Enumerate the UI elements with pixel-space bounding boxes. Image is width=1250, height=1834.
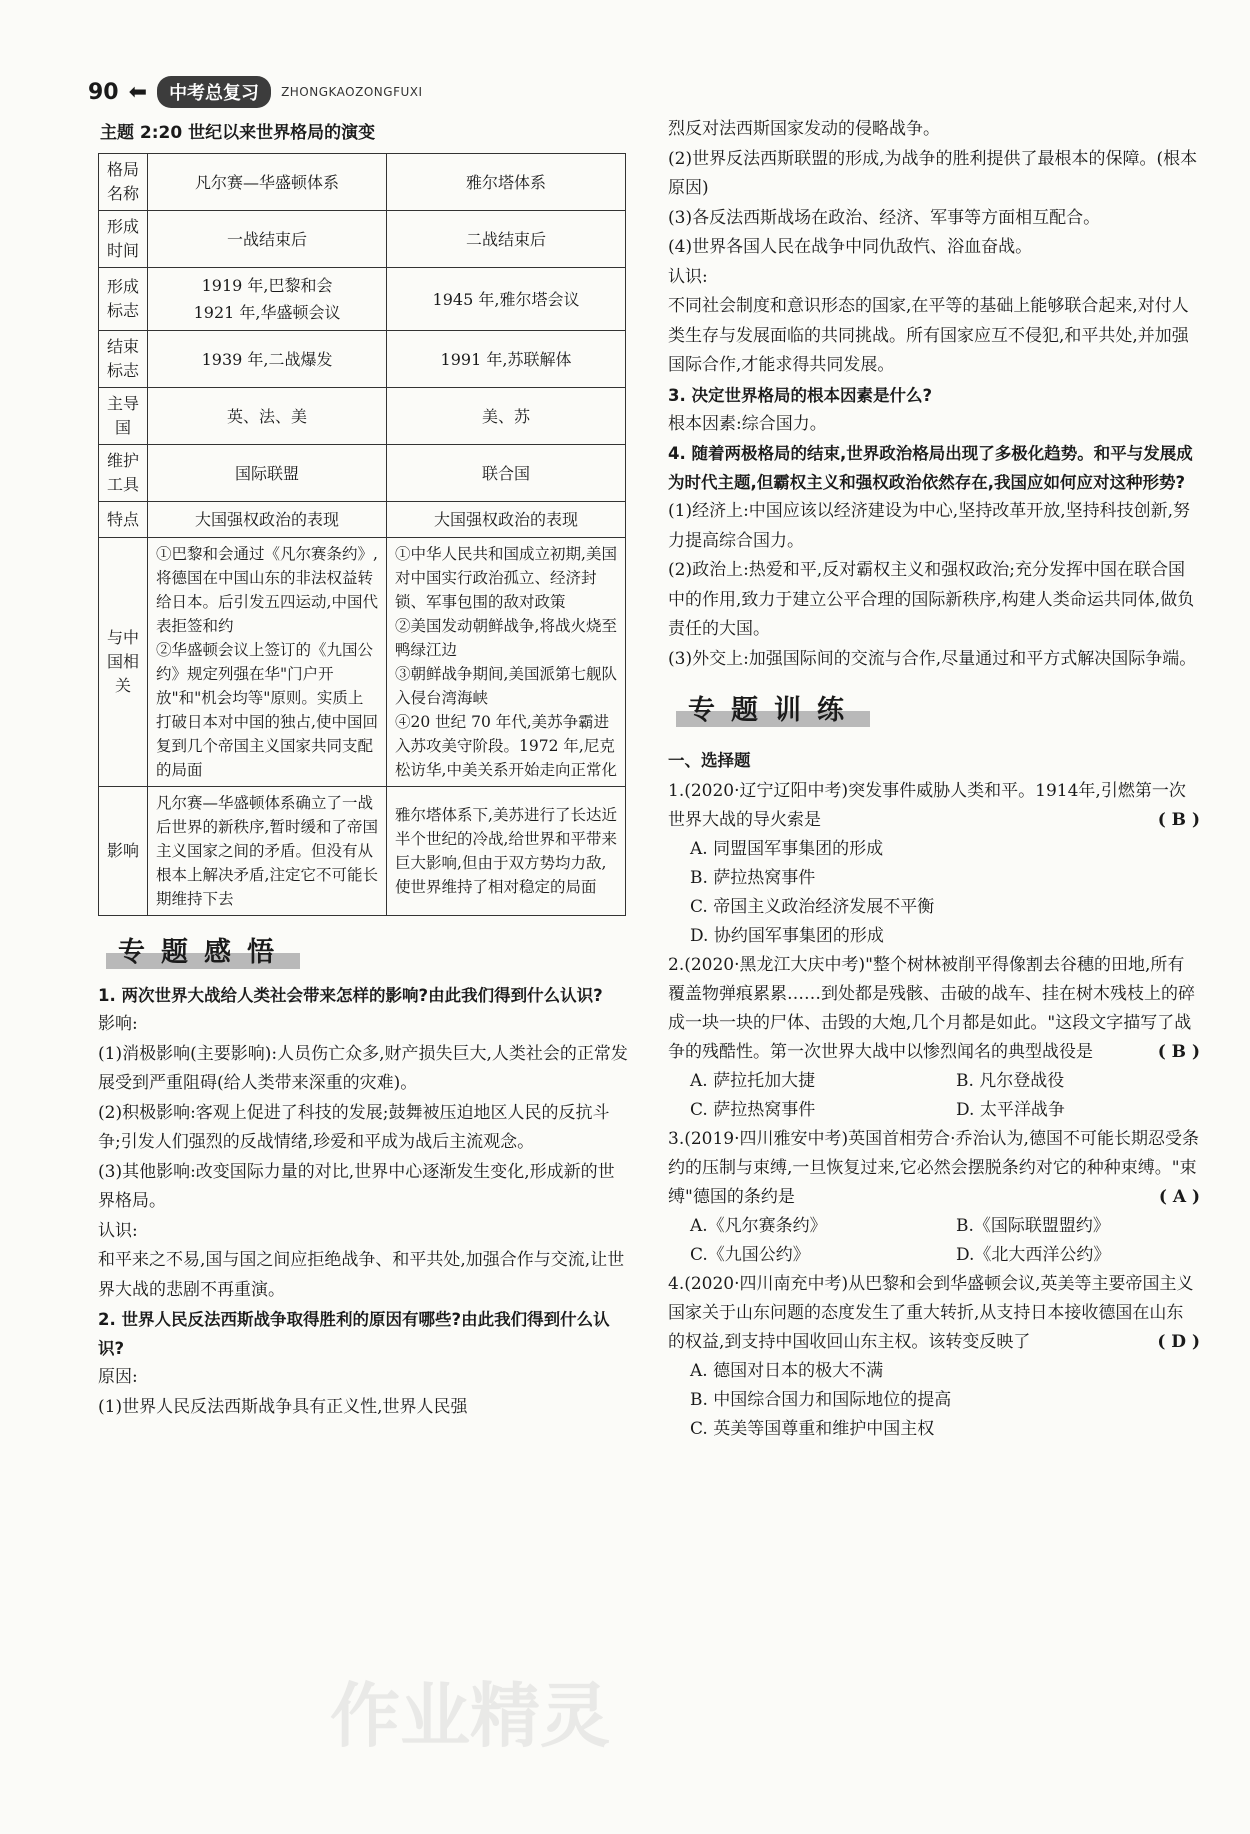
right-column: [668, 115, 1200, 1444]
table-row: [99, 445, 626, 502]
topic-title: 主题 2:20 世纪以来世界格局的演变: [100, 123, 376, 143]
stem-text: 3.(2019·四川雅安中考)英国首相劳合·乔治认为,德国不可能长期忍受条约的压制与束缚,一旦恢复过来,它必然会摆脱条约对它的种种束缚。"束缚"德国的条约是: [668, 1129, 1199, 1207]
cell-versailles: 凡尔赛—华盛顿体系: [148, 154, 387, 211]
back-arrow-icon: ⬅: [128, 79, 148, 105]
option: D. 协约国军事集团的形成: [690, 926, 884, 946]
answer-mark: ( B ): [1157, 1042, 1200, 1062]
q3-answer: 根本因素:综合国力。: [668, 413, 827, 434]
section-heading-insights: 专题感悟: [106, 930, 290, 969]
cell-yalta: ①中华人民共和国成立初期,美国对中国实行政治孤立、经济封锁、军事包围的敌对政策 ②美国发动朝鲜战争,将战火烧至鸭绿江边 ③朝鲜战争期间,美国派第七舰队入侵台湾海峡 ④20 世纪 70 年代,美苏争霸进入苏攻美守阶段。1972 年,尼克松访华,中美关系开始走向正常化: [387, 538, 626, 787]
q2-reason-2: (2)世界反法西斯联盟的形成,为战争的胜利提供了最根本的保障。(根本原因): [668, 148, 1198, 198]
q2-reason-4: (4)世界各国人民在战争中同仇敌忾、浴血奋战。: [668, 237, 1033, 257]
answer-mark: ( D ): [1157, 1332, 1200, 1352]
comparison-table: [98, 153, 626, 916]
q1-impact-2: (2)积极影响:客观上促进了科技的发展;鼓舞被压迫地区人民的反抗斗争;引发人们强烈的反战情绪,珍爱和平成为战后主流观念。: [98, 1102, 610, 1152]
table-row: [99, 787, 626, 916]
option-row: [668, 1096, 1200, 1125]
table-row: [99, 502, 626, 538]
q1-impact-1: (1)消极影响(主要影响):人员伤亡众多,财产损失巨大,人类社会的正常发展受到严重阻碍(给人类带来深重的灾难)。: [98, 1043, 628, 1093]
left-column: [98, 118, 628, 1422]
choice-question: [668, 1125, 1200, 1270]
cell-versailles: 大国强权政治的表现: [148, 502, 387, 538]
option: C. 英美等国尊重和维护中国主权: [690, 1419, 935, 1439]
q4-answer-1: (1)经济上:中国应该以经济建设为中心,坚持改革开放,坚持科技创新,努力提高综合国力。: [668, 501, 1191, 551]
option: A. 同盟国军事集团的形成: [690, 839, 884, 859]
option: B.《国际联盟盟约》: [956, 1216, 1110, 1236]
table-row: [99, 268, 626, 331]
q2-know: 不同社会制度和意识形态的国家,在平等的基础上能够联合起来,对付人类生存与发展面临的共同挑战。所有国家应互不侵犯,和平共处,并加强国际合作,才能求得共同发展。: [668, 296, 1189, 375]
row-label: 格局名称: [99, 154, 148, 211]
book-title-pinyin: ZHONGKAOZONGFUXI: [281, 85, 423, 99]
option: D.《北大西洋公约》: [956, 1245, 1111, 1265]
table-row: [99, 211, 626, 268]
stem-text: 4.(2020·四川南充中考)从巴黎和会到华盛顿会议,英美等主要帝国主义国家关于山东问题的态度发生了重大转折,从支持日本接收德国在山东的权益,到支持中国收回山东主权。该转变反映了: [668, 1274, 1194, 1352]
q4-answer-2: (2)政治上:热爱和平,反对霸权主义和强权政治;充分发挥中国在联合国中的作用,致力于建立公平合理的国际新秩序,构建人类命运共同体,做负责任的大国。: [668, 560, 1195, 639]
cell-versailles: 一战结束后: [148, 211, 387, 268]
option-row: [668, 1241, 1200, 1270]
question-2: 2. 世界人民反法西斯战争取得胜利的原因有哪些?由此我们得到什么认识?: [98, 1310, 610, 1358]
cell-yalta: 1945 年,雅尔塔会议: [387, 268, 626, 331]
choice-question: [668, 951, 1200, 1125]
cell-versailles: 国际联盟: [148, 445, 387, 502]
q1-know-label: 认识:: [98, 1220, 138, 1241]
row-label: 主导国: [99, 388, 148, 445]
q4-answer-3: (3)外交上:加强国际间的交流与合作,尽量通过和平方式解决国际争端。: [668, 648, 1197, 669]
option: C. 帝国主义政治经济发展不平衡: [690, 897, 935, 917]
cell-versailles: 1939 年,二战爆发: [148, 331, 387, 388]
cell-yalta: 1991 年,苏联解体: [387, 331, 626, 388]
q1-impact-3: (3)其他影响:改变国际力量的对比,世界中心逐渐发生变化,形成新的世界格局。: [98, 1161, 615, 1211]
question-stem: [668, 951, 1200, 1067]
table-row: [99, 331, 626, 388]
option: B. 中国综合国力和国际地位的提高: [690, 1390, 952, 1410]
table-row: [99, 154, 626, 211]
cell-versailles: 1919 年,巴黎和会 1921 年,华盛顿会议: [148, 268, 387, 331]
subsection-choice: 一、选择题: [668, 751, 751, 770]
cell-versailles: 凡尔赛—华盛顿体系确立了一战后世界的新秩序,暂时缓和了帝国主义国家之间的矛盾。但没有从根本上解决矛盾,注定它不可能长期维持下去: [148, 787, 387, 916]
answer-mark: ( A ): [1158, 1187, 1200, 1207]
question-4: 4. 随着两极格局的结束,世界政治格局出现了多极化趋势。和平与发展成为时代主题,但霸权主义和强权政治依然存在,我国应如何应对这种形势?: [668, 444, 1193, 492]
option: A. 萨拉托加大捷: [690, 1071, 816, 1091]
option: B. 凡尔登战役: [956, 1071, 1065, 1091]
option: B. 萨拉热窝事件: [690, 868, 816, 888]
watermark: 作业精灵: [330, 1675, 610, 1757]
question-stem: [668, 777, 1200, 835]
q2-reason-1b: 烈反对法西斯国家发动的侵略战争。: [668, 119, 940, 139]
cell-yalta: 二战结束后: [387, 211, 626, 268]
row-label: 特点: [99, 502, 148, 538]
cell-yalta: 美、苏: [387, 388, 626, 445]
row-label: 与中国相关: [99, 538, 148, 787]
cell-yalta: 雅尔塔体系: [387, 154, 626, 211]
row-label: 形成时间: [99, 211, 148, 268]
q2-reason-3: (3)各反法西斯战场在政治、经济、军事等方面相互配合。: [668, 207, 1101, 228]
choice-question: [668, 777, 1200, 951]
section-heading-training: 专题训练: [676, 688, 860, 727]
table-row: [99, 538, 626, 787]
answer-mark: ( B ): [1157, 810, 1200, 830]
cell-versailles: ①巴黎和会通过《凡尔赛条约》,将德国在中国山东的非法权益转给日本。后引发五四运动,中国代表拒签和约 ②华盛顿会议上签订的《九国公约》规定列强在华"门户开放"和"机会均等"原则。实质上打破日本对中国的独占,使中国回复到几个帝国主义国家共同支配的局面: [148, 538, 387, 787]
option: A. 德国对日本的极大不满: [690, 1361, 884, 1381]
q2-reason-label: 原因:: [98, 1367, 138, 1387]
q2-reason-1a: (1)世界人民反法西斯战争具有正义性,世界人民强: [98, 1396, 468, 1417]
q2-know-label: 认识:: [668, 266, 708, 287]
table-row: [99, 388, 626, 445]
cell-yalta: 联合国: [387, 445, 626, 502]
stem-text: 1.(2020·辽宁辽阳中考)突发事件威胁人类和平。1914年,引燃第一次世界大战的导火索是: [668, 781, 1186, 830]
cell-versailles: 英、法、美: [148, 388, 387, 445]
option-row: [668, 1212, 1200, 1241]
question-stem: [668, 1270, 1200, 1357]
option: C.《九国公约》: [690, 1245, 810, 1265]
row-label: 影响: [99, 787, 148, 916]
row-label: 结束标志: [99, 331, 148, 388]
q1-know: 和平来之不易,国与国之间应拒绝战争、和平共处,加强合作与交流,让世界大战的悲剧不再重演。: [98, 1250, 625, 1300]
book-title-badge: 中考总复习: [157, 76, 271, 108]
option: A.《凡尔赛条约》: [690, 1216, 827, 1236]
page-header: [88, 74, 423, 110]
option: C. 萨拉热窝事件: [690, 1100, 816, 1120]
stem-text: 2.(2020·黑龙江大庆中考)"整个树林被削平得像割去谷穗的田地,所有覆盖物弹痕累累……到处都是残骸、击破的战车、挂在树木残枝上的碎成一块一块的尸体、击毁的大炮,几个月都是如此。"这段文字描写了战争的残酷性。第一次世界大战中以惨烈闻名的典型战役是: [668, 955, 1195, 1062]
option: D. 太平洋战争: [956, 1100, 1065, 1120]
question-3: 3. 决定世界格局的根本因素是什么?: [668, 385, 933, 405]
choice-question: [668, 1270, 1200, 1444]
row-label: 形成标志: [99, 268, 148, 331]
choice-question-list: [668, 777, 1200, 1444]
q1-impact-label: 影响:: [98, 1014, 138, 1034]
question-1: 1. 两次世界大战给人类社会带来怎样的影响?由此我们得到什么认识?: [98, 986, 603, 1005]
option-row: [668, 1067, 1200, 1096]
cell-yalta: 雅尔塔体系下,美苏进行了长达近半个世纪的冷战,给世界和平带来巨大影响,但由于双方势均力敌,使世界维持了相对稳定的局面: [387, 787, 626, 916]
page-number: 90: [88, 79, 119, 105]
question-stem: [668, 1125, 1200, 1212]
cell-yalta: 大国强权政治的表现: [387, 502, 626, 538]
row-label: 维护工具: [99, 445, 148, 502]
